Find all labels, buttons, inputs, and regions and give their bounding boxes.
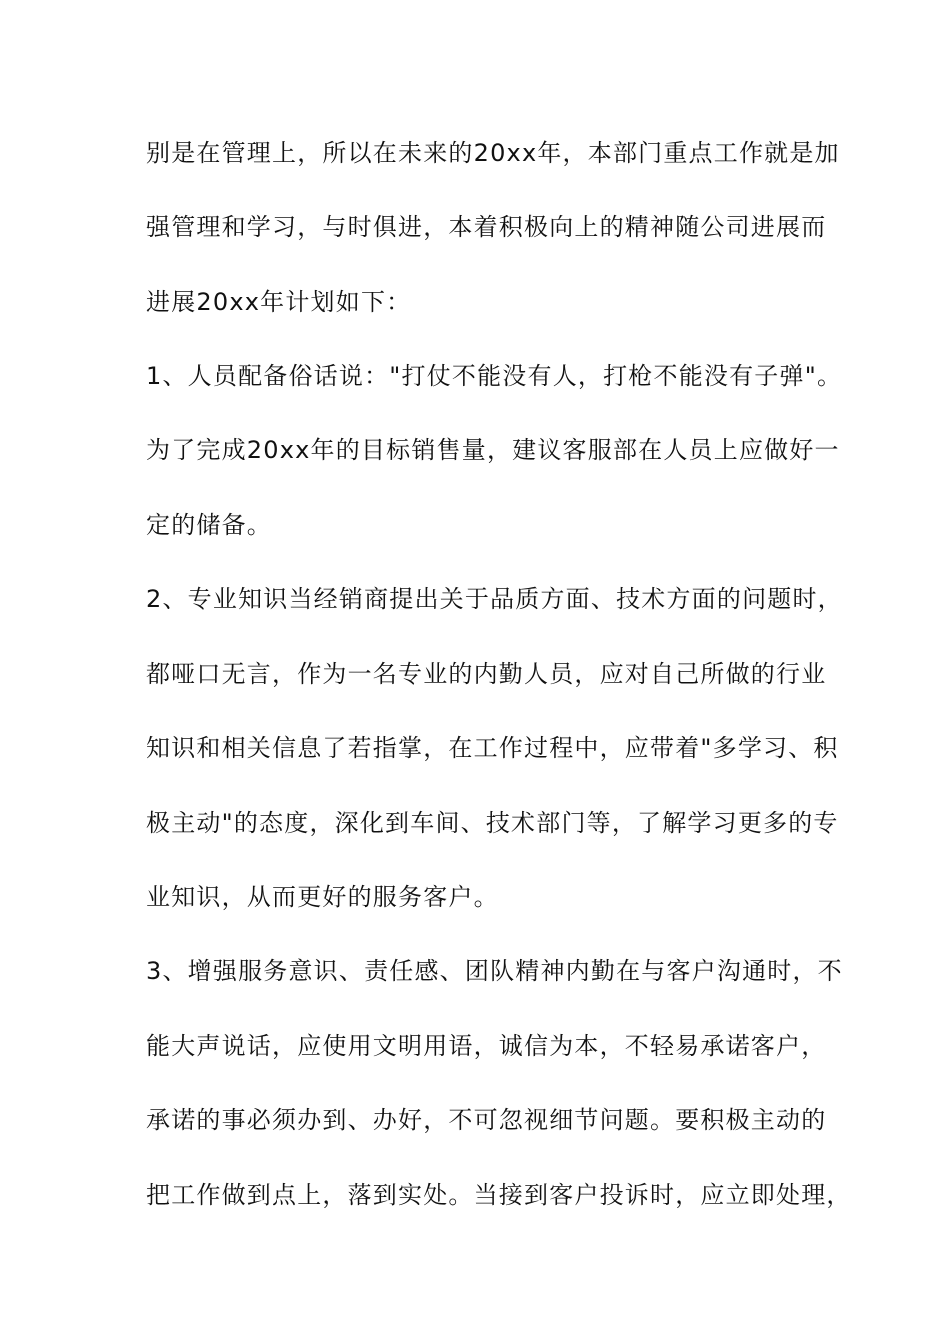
text-line: 承诺的事必须办到、办好，不可忽视细节问题。要积极主动的 (146, 1106, 827, 1134)
text-line: 2、专业知识当经销商提出关于品质方面、技术方面的问题时， (146, 585, 843, 613)
text-line: 知识和相关信息了若指掌，在工作过程中，应带着"多学习、积 (146, 734, 839, 762)
text-line: 把工作做到点上，落到实处。当接到客户投诉时，应立即处理， (146, 1181, 852, 1209)
text-line: 都哑口无言，作为一名专业的内勤人员，应对自己所做的行业 (146, 660, 827, 688)
text-line: 进展20xx年计划如下： (146, 288, 412, 316)
text-line: 别是在管理上，所以在未来的20xx年，本部门重点工作就是加 (146, 139, 840, 167)
text-line: 为了完成20xx年的目标销售量，建议客服部在人员上应做好一 (146, 436, 840, 464)
text-line: 1、人员配备俗话说："打仗不能没有人，打枪不能没有子弹"。 (146, 362, 843, 390)
text-line: 能大声说话，应使用文明用语，诚信为本，不轻易承诺客户， (146, 1032, 827, 1060)
text-line: 极主动"的态度，深化到车间、技术部门等，了解学习更多的专 (146, 809, 839, 837)
text-line: 定的储备。 (146, 511, 272, 539)
text-line: 强管理和学习，与时俱进，本着积极向上的精神随公司进展而 (146, 213, 827, 241)
text-line: 3、增强服务意识、责任感、团队精神内勤在与客户沟通时，不 (146, 957, 843, 985)
text-line: 业知识，从而更好的服务客户。 (146, 883, 499, 911)
